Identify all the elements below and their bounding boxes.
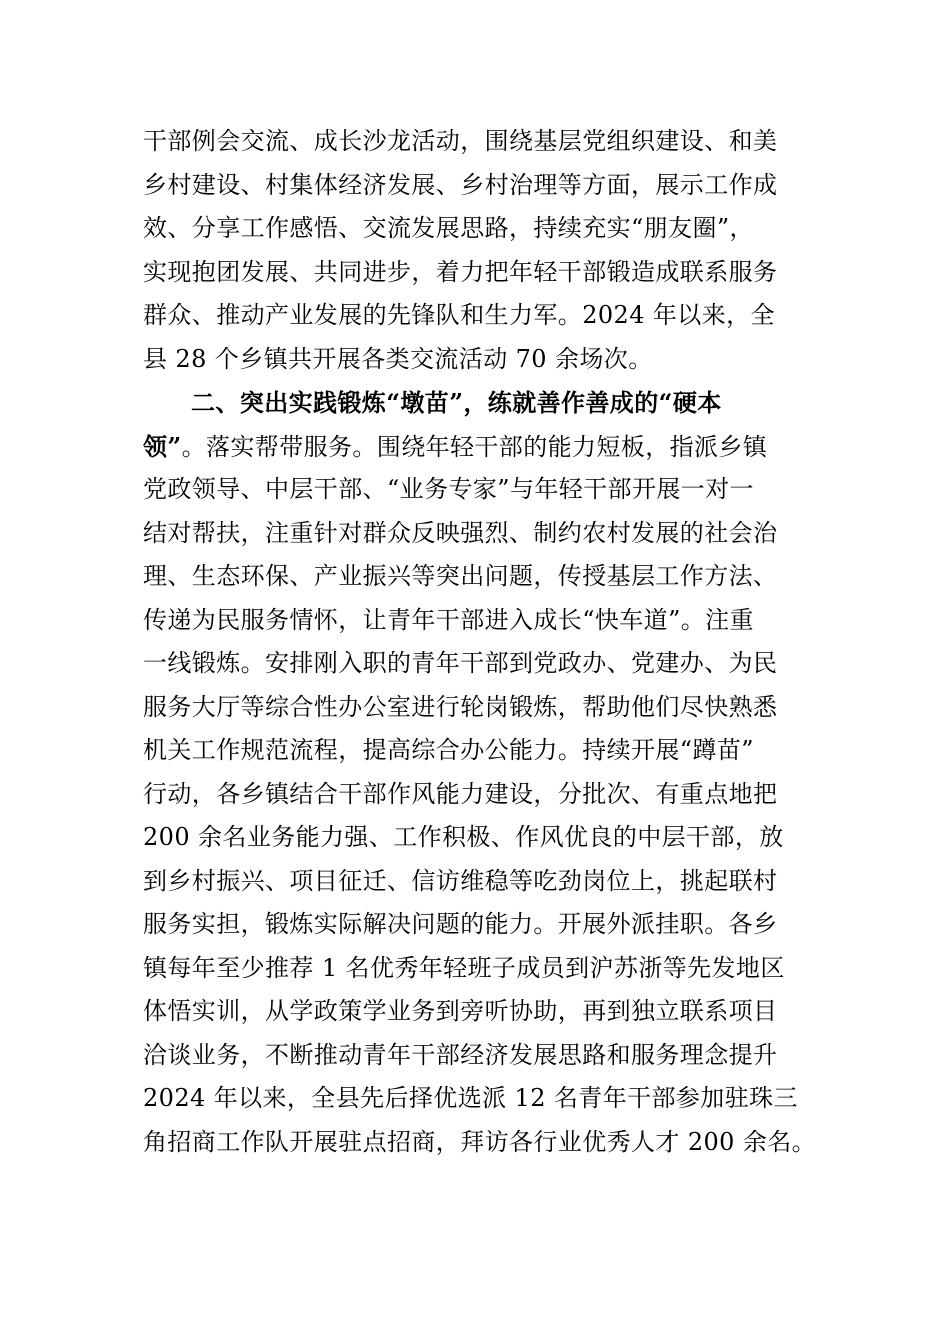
- paragraph-2: [143, 381, 823, 1164]
- text-line: 200 余名业务能力强、工作积极、作风优良的中层干部，放: [143, 823, 784, 851]
- text-line: 服务实担，锻炼实际解决问题的能力。开展外派挂职。各乡: [143, 910, 778, 938]
- section-heading-line: 二、突出实践锻炼“墩苗”，练就善作善成的“硬本: [191, 388, 722, 417]
- text-line: 服务大厅等综合性办公室进行轮岗锻炼，帮助他们尽快熟悉: [143, 692, 778, 721]
- text-line-rest: 。落实帮带服务。围绕年轻干部的能力短板，指派乡镇: [181, 432, 768, 461]
- text-line: 县 28 个乡镇共开展各类交流活动 70 余场次。: [143, 344, 653, 373]
- text-line: 实现抱团发展、共同进步，着力把年轻干部锻造成联系服务: [143, 257, 778, 286]
- text-line: 2024 年以来，全县先后择优选派 12 名青年干部参加驻珠三: [143, 1084, 798, 1112]
- text-line: 效、分享工作感悟、交流发展思路，持续充实“朋友圈”，: [143, 214, 754, 242]
- paragraph-1: [143, 120, 823, 381]
- section-heading-end: 领”: [143, 431, 182, 461]
- text-line: 行动，各乡镇结合干部作风能力建设，分批次、有重点地把: [143, 779, 778, 808]
- body-text: [143, 120, 823, 1164]
- text-line: 到乡村振兴、项目征迁、信访维稳等吃劲岗位上，挑起联村: [143, 866, 778, 895]
- text-line: 乡村建设、村集体经济发展、乡村治理等方面，展示工作成: [143, 170, 778, 199]
- text-line: 一线锻炼。安排刚入职的青年干部到党政办、党建办、为民: [143, 649, 778, 677]
- text-line: 体悟实训，从学政策学业务到旁听协助，再到独立联系项目: [143, 997, 778, 1025]
- text-line: [143, 425, 823, 469]
- text-line: 党政领导、中层干部、“业务专家”与年轻干部开展一对一: [143, 475, 754, 503]
- text-line: 理、生态环保、产业振兴等突出问题，传授基层工作方法、: [143, 562, 778, 590]
- text-line: 干部例会交流、成长沙龙活动，围绕基层党组织建设、和美: [143, 127, 778, 155]
- text-line: 机关工作规范流程，提高综合办公能力。持续开展“蹲苗”: [143, 736, 754, 764]
- text-line: 角招商工作队开展驻点招商，拜访各行业优秀人才 200 余名。: [143, 1127, 817, 1156]
- text-line: 群众、推动产业发展的先锋队和生力军。2024 年以来，全: [143, 301, 775, 329]
- text-line: 结对帮扶，注重针对群众反映强烈、制约农村发展的社会治: [143, 518, 778, 547]
- text-line: 洽谈业务，不断推动青年干部经济发展思路和服务理念提升: [143, 1040, 778, 1069]
- text-line: 传递为民服务情怀，让青年干部进入成长“快车道”。注重: [143, 605, 754, 634]
- text-line: 镇每年至少推荐 1 名优秀年轻班子成员到沪苏浙等先发地区: [143, 953, 785, 982]
